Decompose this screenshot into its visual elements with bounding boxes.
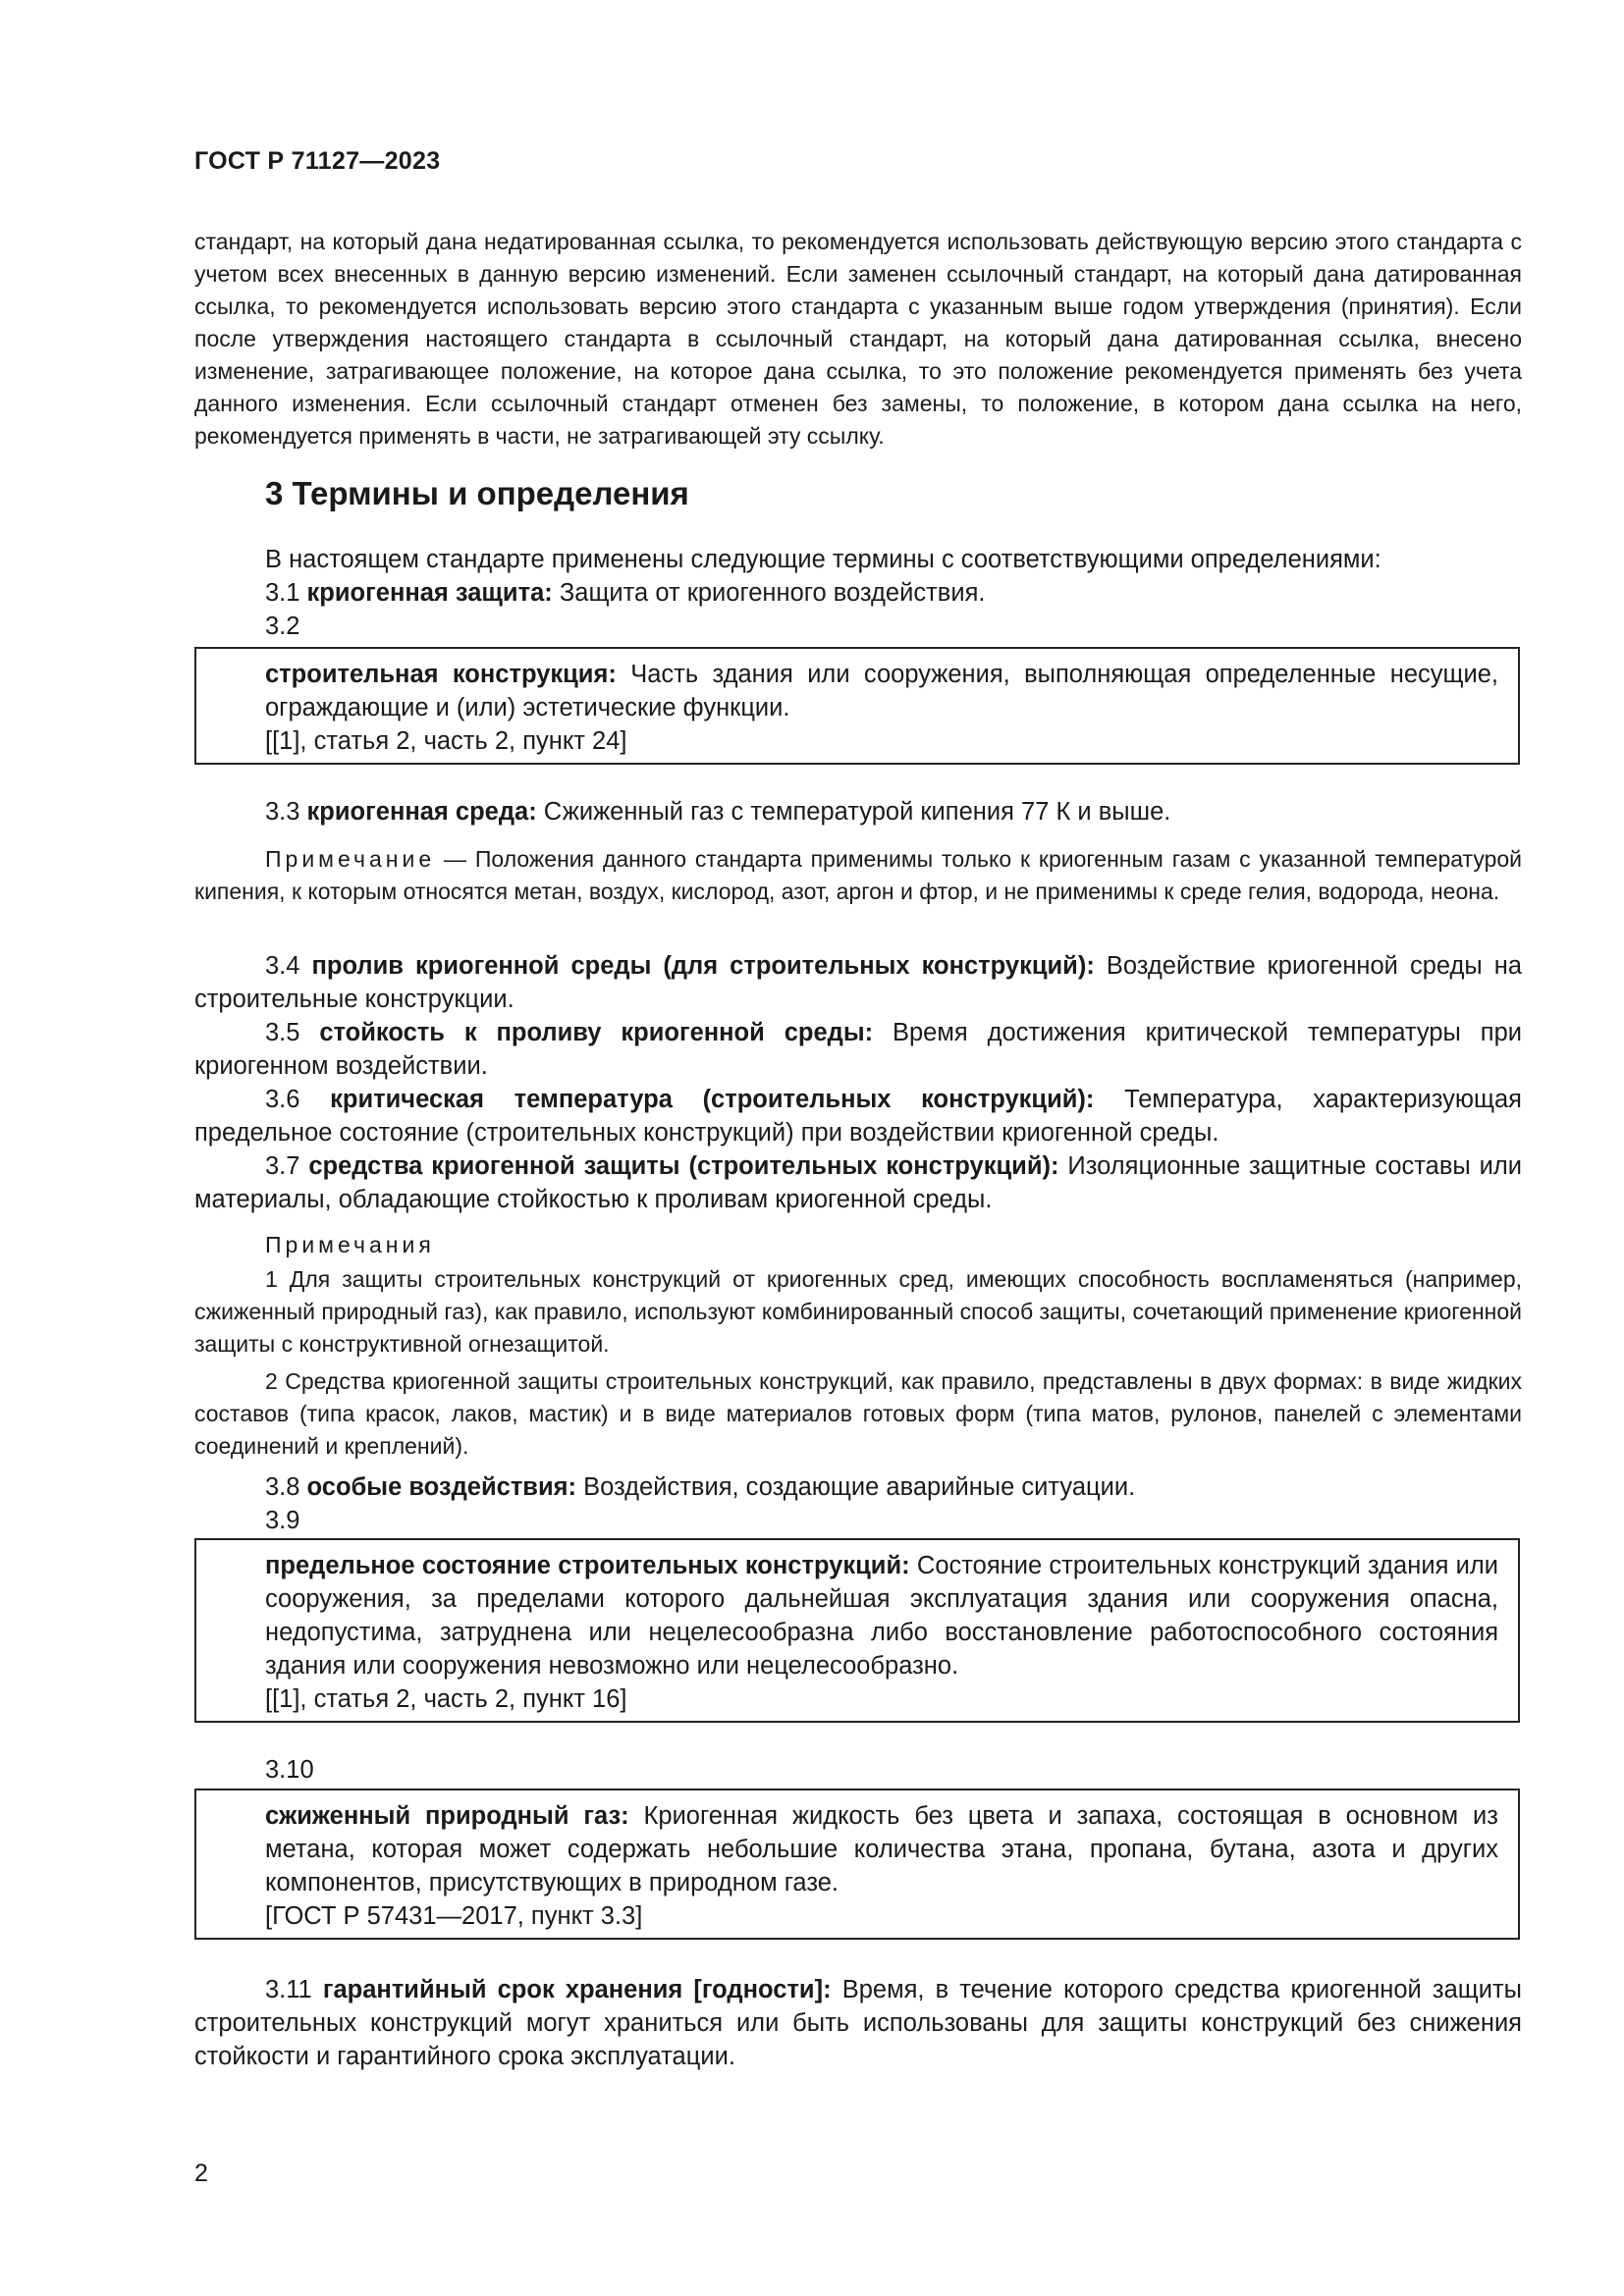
term-name: гарантийный срок хранения [годности]:	[322, 1976, 832, 2003]
term-number: 3.3	[265, 798, 300, 826]
term-source: [[1], статья 2, часть 2, пункт 24]	[265, 727, 627, 755]
term-box-3-2	[194, 647, 1520, 765]
term-definition: Состояние строительных конструкций здания или сооружения, за пределами которого дальнейшая эксплуатация здания или сооружения опасна, недопустима, затруднена или нецелесообразна либо восстановление работоспособного состояния здания или сооружения невозможно или нецелесообразно.	[265, 1552, 1498, 1680]
term-3-2	[265, 658, 1498, 724]
term-name: средства криогенной защиты (строительных конструкций):	[308, 1152, 1059, 1180]
term-number-3-9: 3.9	[265, 1507, 300, 1534]
term-definition: Время, в течение которого средства криогенной защиты строительных конструкций могут храниться или быть использованы для защиты конструкций без снижения стойкости и гарантийного срока эксплуатации.	[194, 1976, 1522, 2070]
term-number-3-2: 3.2	[265, 613, 300, 640]
term-definition: Время достижения критической температуры при криогенном воздействии.	[194, 1019, 1522, 1080]
term-name: строительная конструкция:	[265, 661, 617, 688]
note-3-3	[194, 843, 1522, 908]
term-3-1	[265, 576, 985, 610]
term-number: 3.8	[265, 1473, 300, 1501]
note-item-1: 1 Для защиты строительных конструкций от криогенных сред, имеющих способность воспламеняться (например, сжиженный природный газ), как правило, используют комбинированный способ защиты, сочетающий применение криогенной защиты с конструктивной огнезащитой.	[194, 1266, 1522, 1357]
page-number: 2	[194, 2160, 208, 2187]
term-definition: Защита от криогенного воздействия.	[559, 579, 986, 607]
term-definition: Сжиженный газ с температурой кипения 77 К и выше.	[543, 798, 1171, 826]
term-3-9	[265, 1549, 1498, 1682]
term-name: криогенная среда:	[306, 798, 537, 826]
notes-label: Примечания	[265, 1232, 435, 1257]
term-name: критическая температура (строительных конструкций):	[330, 1086, 1095, 1113]
note-text: — Положения данного стандарта применимы только к криогенным газам с указанной температурой кипения, к которым относятся метан, воздух, кислород, азот, аргон и фтор, и не применимы к среде гелия, водорода, неона.	[194, 846, 1523, 904]
term-number: 3.11	[265, 1976, 312, 2003]
term-name: криогенная защита:	[306, 579, 553, 607]
term-3-8	[265, 1470, 1135, 1504]
term-source: [[1], статья 2, часть 2, пункт 16]	[265, 1685, 627, 1713]
term-box-3-10	[194, 1789, 1520, 1940]
note-item-2: 2 Средства криогенной защиты строительных конструкций, как правило, представлены в двух формах: в виде жидких составов (типа красок, лаков, мастик) и в виде материалов готовых форм (типа матов, рулонов, панелей с элементами соединений и креплений).	[194, 1368, 1522, 1459]
section-title: 3 Термины и определения	[265, 475, 689, 511]
term-definition: Воздействия, создающие аварийные ситуации.	[583, 1473, 1136, 1501]
term-definition: Часть здания или сооружения, выполняющая определенные несущие, ограждающие и (или) эстетические функции.	[265, 661, 1498, 721]
term-3-6	[194, 1083, 1522, 1149]
note-label: Примечание	[265, 846, 436, 872]
term-number: 3.6	[265, 1086, 300, 1113]
term-number: 3.4	[265, 952, 300, 980]
term-3-11	[194, 1973, 1522, 2073]
term-3-4	[194, 949, 1522, 1016]
term-number: 3.1	[265, 579, 300, 607]
term-number: 3.7	[265, 1152, 300, 1180]
term-number: 3.5	[265, 1019, 300, 1046]
term-box-3-9	[194, 1538, 1520, 1723]
term-definition: Температура, характеризующая предельное состояние (строительных конструкций) при воздействии криогенной среды.	[194, 1086, 1522, 1147]
document-header-id: ГОСТ Р 71127—2023	[194, 147, 441, 175]
term-name: предельное состояние строительных конструкций:	[265, 1552, 910, 1579]
section-lead: В настоящем стандарте применены следующие термины с соответствующими определениями:	[265, 546, 1381, 573]
term-number-3-10: 3.10	[265, 1756, 314, 1784]
term-name: сжиженный природный газ:	[265, 1802, 629, 1830]
term-source: [ГОСТ Р 57431—2017, пункт 3.3]	[265, 1902, 643, 1930]
term-definition: Изоляционные защитные составы или материалы, обладающие стойкостью к проливам криогенной среды.	[194, 1152, 1523, 1213]
term-definition: Криогенная жидкость без цвета и запаха, состоящая в основном из метана, которая может содержать небольшие количества этана, пропана, бутана, азота и других компонентов, присутствующих в природном газе.	[265, 1802, 1498, 1896]
term-name: пролив криогенной среды (для строительных конструкций):	[311, 952, 1095, 980]
intro-paragraph: стандарт, на который дана недатированная ссылка, то рекомендуется использовать действующую версию этого стандарта с учетом всех внесенных в данную версию изменений. Если заменен ссылочный стандарт, на который дана датированная ссылка, то рекомендуется использовать версию этого стандарта с указанным выше годом утверждения (принятия). Если после утверждения настоящего стандарта в ссылочный стандарт, на который дана датированная ссылка, внесено изменение, затрагивающее положение, на которое дана ссылка, то это положение рекомендуется применять без учета данного изменения. Если ссылочный стандарт отменен без замены, то положение, в котором дана ссылка на него, рекомендуется применять в части, не затрагивающей эту ссылку.	[194, 229, 1522, 449]
term-definition: Воздействие криогенной среды на строительные конструкции.	[194, 952, 1522, 1013]
term-3-3	[265, 795, 1170, 828]
term-3-5	[194, 1016, 1522, 1083]
term-name: особые воздействия:	[306, 1473, 577, 1501]
term-name: стойкость к проливу криогенной среды:	[319, 1019, 874, 1046]
term-3-7	[194, 1149, 1522, 1216]
term-3-10	[265, 1799, 1498, 1899]
